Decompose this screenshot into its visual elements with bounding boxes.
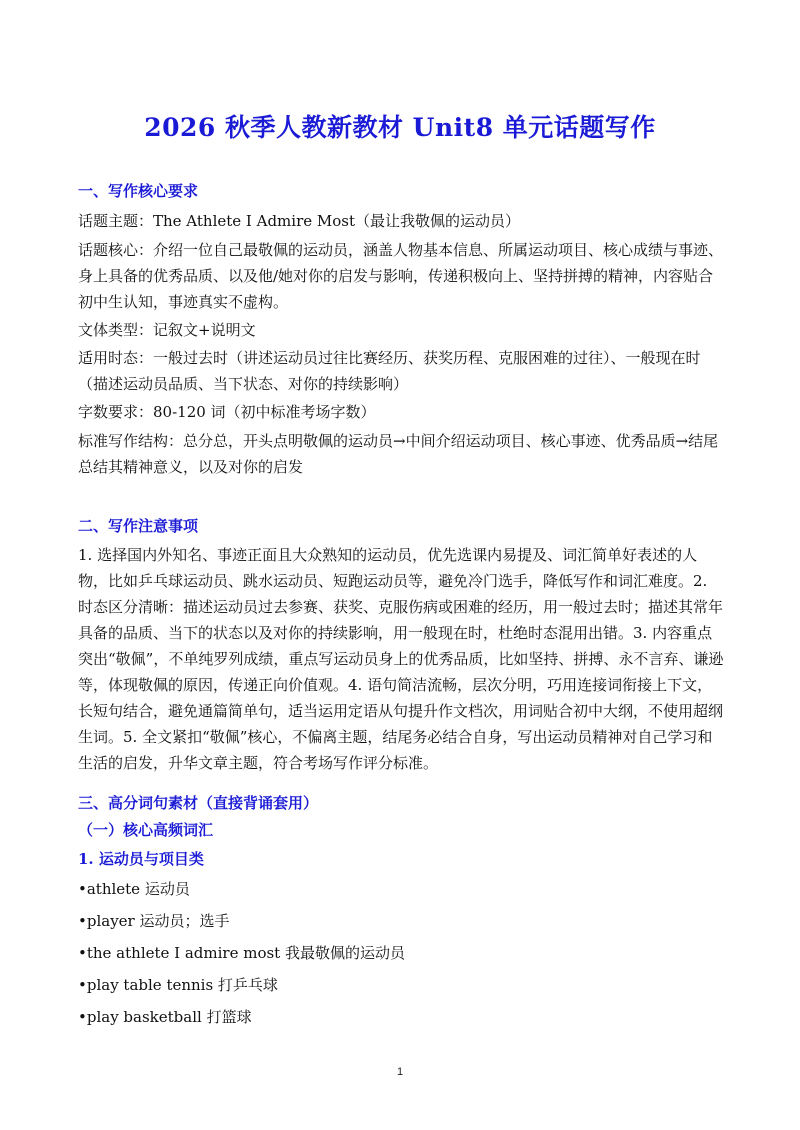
document-title: 2026 秋季人教新教材 Unit8 单元话题写作 (144, 113, 656, 142)
section-3-heading: 三、高分词句素材（直接背诵套用） (78, 794, 319, 812)
vocab-subheading: （一）核心高频词汇 (78, 821, 214, 839)
tense-paragraph: 适用时态：一般过去时（讲述运动员过往比赛经历、获奖历程、克服困难的过往）、一般现在时（描述运动员品质、当下状态、对你的持续影响） (78, 349, 701, 393)
vocab-item: •play table tennis 打乒乓球 (78, 976, 278, 994)
vocab-item: •play basketball 打篮球 (78, 1008, 252, 1026)
structure-paragraph: 标准写作结构：总分总，开头点明敬佩的运动员→中间介绍运动项目、核心事迹、优秀品质→结尾总结其精神意义，以及对你的启发 (78, 432, 719, 476)
vocab-item: •player 运动员；选手 (78, 912, 230, 930)
vocab-item: •athlete 运动员 (78, 880, 190, 898)
notes-paragraph: 1. 选择国内外知名、事迹正面且大众熟知的运动员，优先选课内易提及、词汇简单好表述的人物，比如乒乓球运动员、跳水运动员、短跑运动员等，避免冷门选手，降低写作和词汇难度。2. 时态区分清晰：描述运动员过去参赛、获奖、克服伤病或困难的经历，用一般过去时；描述其常年具备的品质、当下的状态以及对你的持续影响，用一般现在时，杜绝时态混用出错。3. 内容重点突出“敬佩”，不单纯罗列成绩，重点写运动员身上的优秀品质，比如坚持、拼搏、永不言弃、谦逊等，体现敬佩的原因，传递正向价值观。4. 语句简洁流畅，层次分明，巧用连接词衔接上下文，长短句结合，避免通篇简单句，适当运用定语从句提升作文档次，用词贴合初中大纲，不使用超纲生词。5. 全文紧扣“敬佩”核心，不偏离主题，结尾务必结合自身，写出运动员精神对自己学习和生活的启发，升华文章主题，符合考场写作评分标准。 (78, 546, 724, 772)
word-count-line: 字数要求：80-120 词（初中标准考场字数） (78, 403, 376, 421)
topic-line: 话题主题：The Athlete I Admire Most（最让我敬佩的运动员） (78, 212, 520, 230)
core-paragraph: 话题核心：介绍一位自己最敬佩的运动员，涵盖人物基本信息、所属运动项目、核心成绩与事迹、身上具备的优秀品质、以及他/她对你的启发与影响，传递积极向上、坚持拼搏的精神，内容贴合初中生认知，事迹真实不虚构。 (78, 241, 724, 311)
page-number: 1 (396, 1066, 404, 1078)
vocab-item: •the athlete I admire most 我最敬佩的运动员 (78, 944, 405, 962)
section-1-heading: 一、写作核心要求 (78, 182, 199, 200)
genre-line: 文体类型：记叙文+说明文 (78, 321, 256, 339)
vocab-category: 1. 运动员与项目类 (78, 850, 204, 868)
section-2-heading: 二、写作注意事项 (78, 517, 199, 535)
